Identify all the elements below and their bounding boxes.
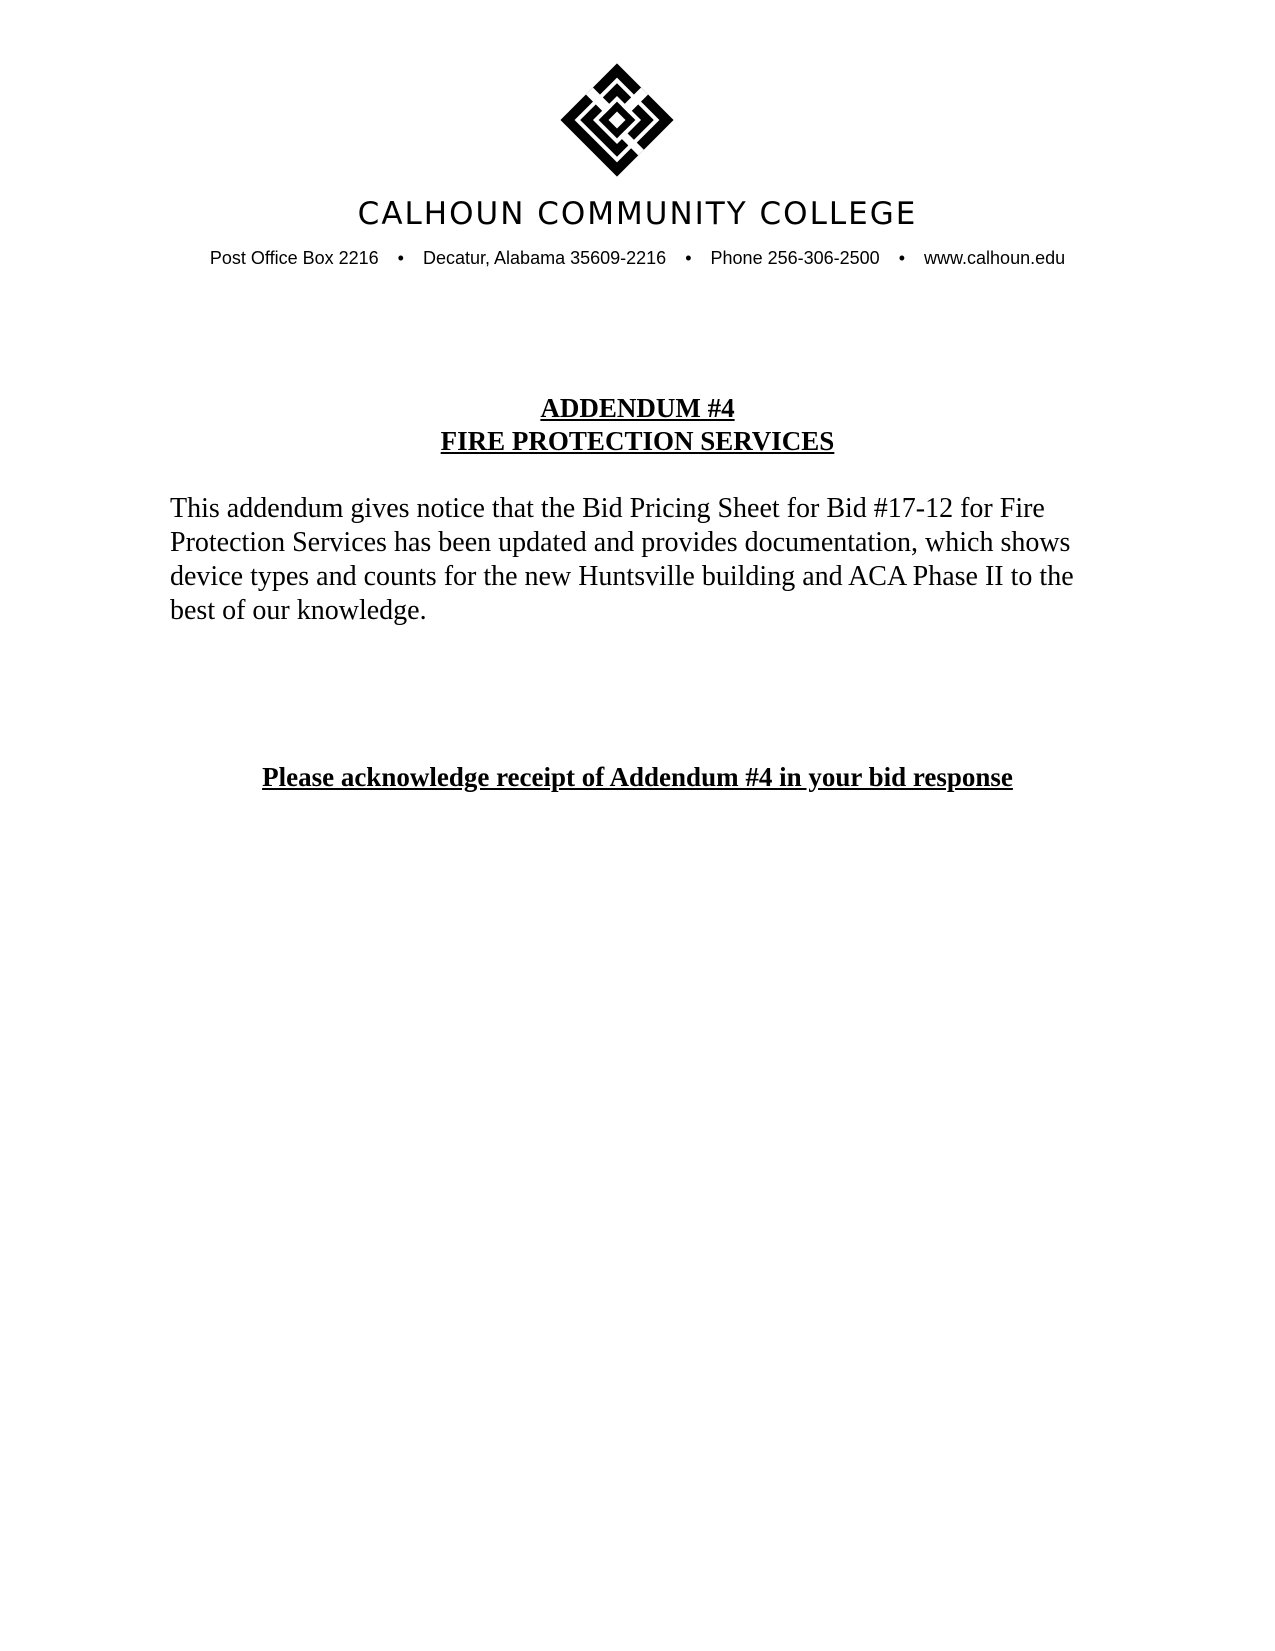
city-address: Decatur, Alabama 35609-2216	[423, 248, 667, 268]
title-line-2: FIRE PROTECTION SERVICES	[440, 426, 835, 456]
contact-line	[0, 248, 1275, 269]
title-line-1: ADDENDUM #4	[540, 393, 735, 423]
document-title	[0, 392, 1275, 458]
po-box: Post Office Box 2216	[209, 248, 379, 268]
calhoun-diamond-logo-icon	[557, 60, 677, 180]
bullet-separator: •	[685, 248, 692, 268]
body-paragraph: This addendum gives notice that the Bid Pricing Sheet for Bid #17-12 for Fire Protection Services has been updated and provides documentation, which shows device types and counts for the new Huntsville building and ACA Phase II to the best of our knowledge.	[170, 493, 1074, 626]
bullet-separator: •	[397, 248, 404, 268]
bullet-separator: •	[898, 248, 906, 268]
website: www.calhoun.edu	[924, 248, 1066, 268]
acknowledgement-note: Please acknowledge receipt of Addendum #4 in your bid response	[262, 762, 1013, 792]
phone-number: Phone 256-306-2500	[710, 248, 880, 268]
college-name: CALHOUN COMMUNITY COLLEGE	[357, 196, 918, 232]
